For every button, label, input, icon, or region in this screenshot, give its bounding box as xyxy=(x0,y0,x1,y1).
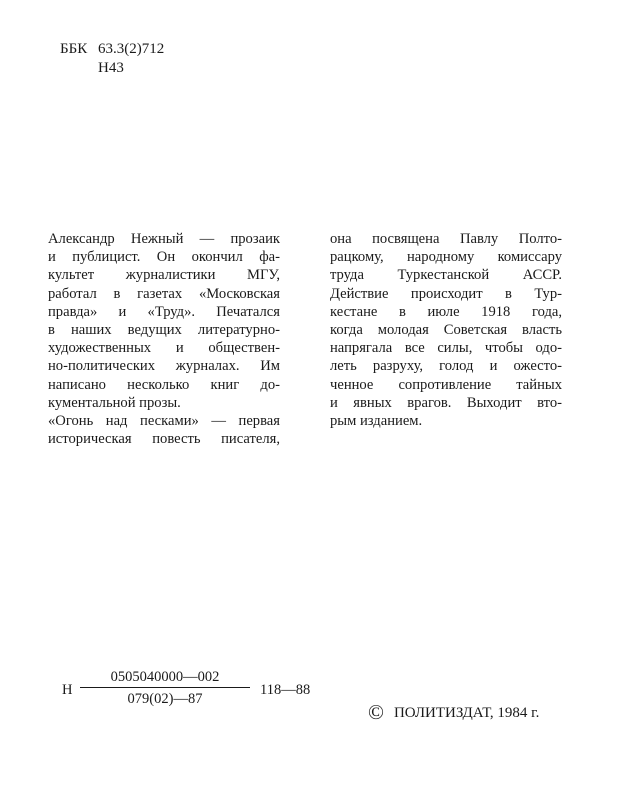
index-code: 118—88 xyxy=(260,682,311,698)
annotation-line: кументальной прозы. xyxy=(48,394,181,411)
annotation-line: рацкому, народному комиссару xyxy=(330,249,562,266)
annotation-line: и публицист. Он окончил фа- xyxy=(48,249,280,266)
annotation-line: рым изданием. xyxy=(330,413,423,430)
bbk-label: ББК xyxy=(60,41,88,57)
publisher-imprint xyxy=(368,700,539,725)
annotation-line: ченное сопротивление тайных xyxy=(330,376,562,393)
annotation-line: когда молодая Советская власть xyxy=(330,322,562,339)
annotation-line: историческая повесть писателя, xyxy=(48,431,280,448)
annotation-line: написано несколько книг до- xyxy=(48,376,280,393)
annotation-line: и явных врагов. Выходит вто- xyxy=(330,394,562,411)
annotation-left-column xyxy=(48,230,280,448)
bbk-classification xyxy=(60,40,164,78)
annotation-line: культет журналистики МГУ, xyxy=(48,267,280,284)
index-letter: Н xyxy=(62,682,73,698)
annotation-line: она посвящена Павлу Полто- xyxy=(330,231,562,247)
annotation-line: леть разруху, голод и ожесто- xyxy=(330,358,562,375)
copyright-symbol: © xyxy=(368,700,384,724)
author-sign: Н43 xyxy=(98,60,124,76)
bbk-row xyxy=(60,40,164,59)
annotation-line: работал в газетах «Московская xyxy=(48,285,280,302)
annotation-line: Александр Нежный — прозаик xyxy=(48,231,280,247)
publisher-text: ПОЛИТИЗДАТ, 1984 г. xyxy=(393,705,540,721)
annotation-line: в наших ведущих литературно- xyxy=(48,322,280,339)
annotation-line: кестане в июле 1918 года, xyxy=(330,303,562,320)
index-numerator: 0505040000—002 xyxy=(110,669,220,685)
annotation-line: правда» и «Труд». Печатался xyxy=(48,303,280,320)
annotation-line: напрягала все силы, чтобы одо- xyxy=(330,340,562,357)
index-denominator: 079(02)—87 xyxy=(127,691,203,707)
fraction-bar xyxy=(80,687,250,688)
annotation-line: труда Туркестанской АССР. xyxy=(330,267,562,284)
annotation-line: художественных и обществен- xyxy=(48,340,280,357)
annotation-line: «Огонь над песками» — первая xyxy=(48,413,280,430)
annotation-right-column xyxy=(330,230,562,430)
bbk-code: 63.3(2)712 xyxy=(98,41,165,57)
annotation-line: Действие происходит в Тур- xyxy=(330,285,562,302)
index-fraction xyxy=(80,668,250,708)
annotation-line: но-политических журналах. Им xyxy=(48,358,280,375)
